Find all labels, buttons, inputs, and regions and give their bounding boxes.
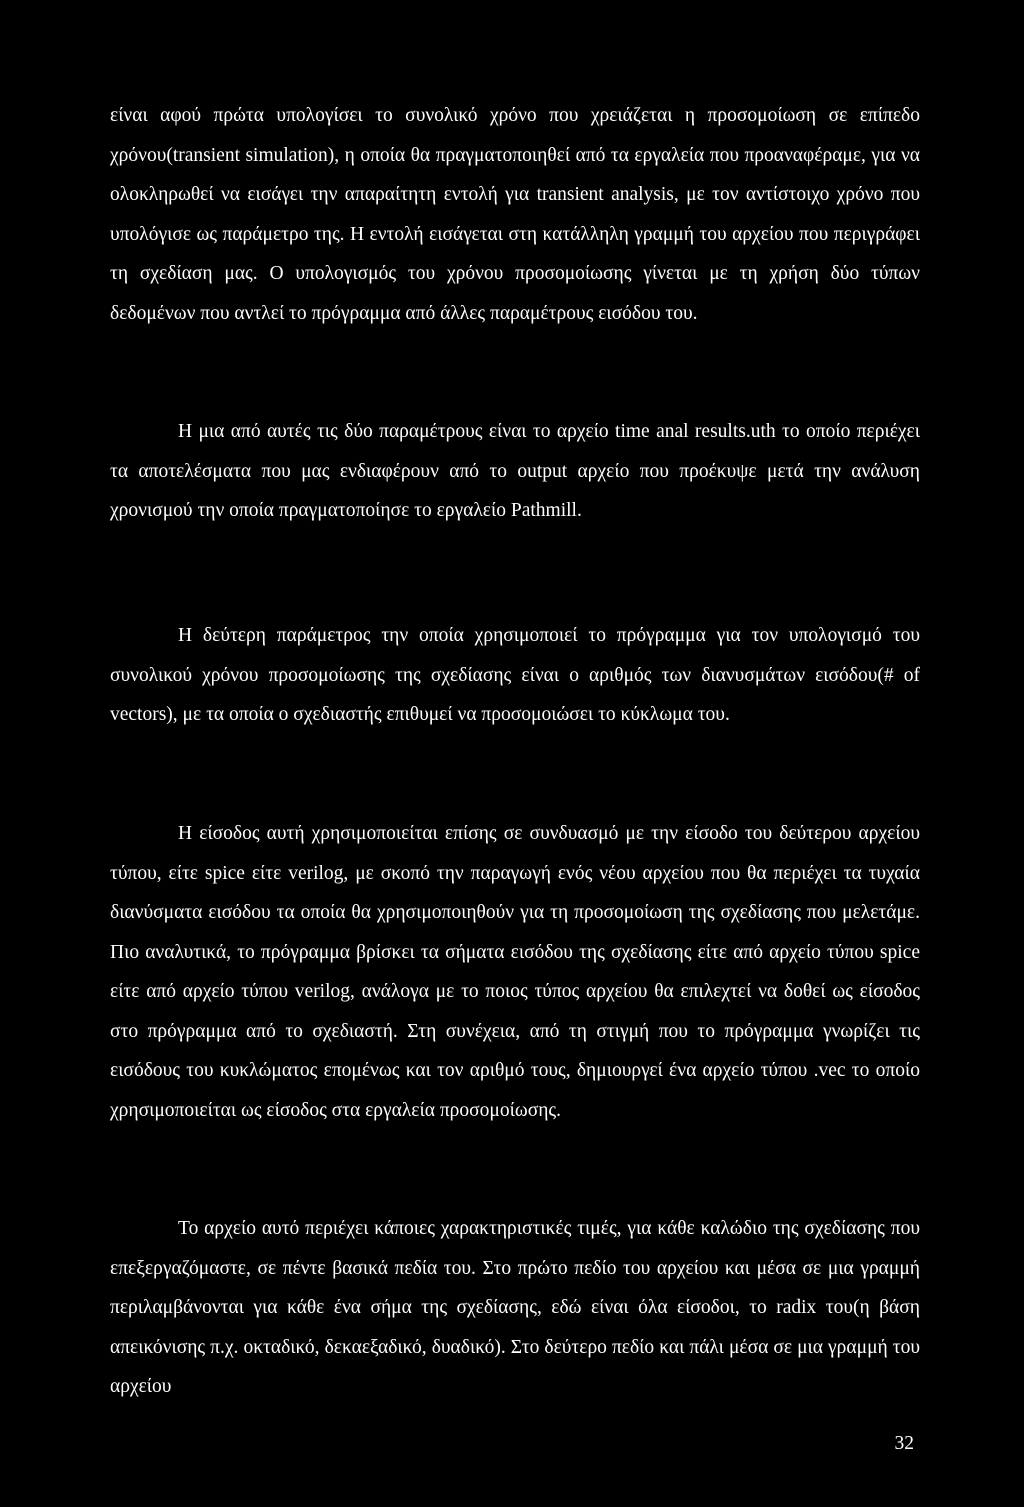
paragraph-vec-file-fields: Το αρχείο αυτό περιέχει κάποιες χαρακτηριστικές τιμές, για κάθε καλώδιο της σχεδίασης που επεξεργαζόμαστε, σε πέντε βασικά πεδία του. Στο πρώτο πεδίο του αρχείου και μέσα σε μια γραμμή περιλαμβάνονται για κάθε ένα σήμα της σχεδίασης, εδώ είναι όλα είσοδοι, το radix του(η βάση απεικόνισης π.χ. οκταδικό, δεκαεξαδικό, δυαδικό). Στο δεύτερο πεδίο και πάλι μέσα σε μια γραμμή του αρχείου [110, 1218, 920, 1397]
page-number: 32 [894, 1433, 914, 1454]
paragraph-number-of-vectors: Η δεύτερη παράμετρος την οποία χρησιμοποιεί το πρόγραμμα για τον υπολογισμό του συνολικού χρόνου προσομοίωσης της σχεδίασης είναι ο αριθμός των διανυσμάτων εισόδου(# of vectors), με τα οποία ο σχεδιαστής επιθυμεί να προσομοιώσει το κύκλωμα του. [110, 625, 920, 725]
paragraph-transient-analysis: είναι αφού πρώτα υπολογίσει το συνολικό χρόνο που χρειάζεται η προσομοίωση σε επίπεδο χρόνου(transient simulation), η οποία θα πραγματοποιηθεί από τα εργαλεία που προαναφέραμε, για να ολοκληρωθεί να εισάγει την απαραίτητη εντολή για transient analysis, με τον αντίστοιχο χρόνο που υπολόγισε ως παράμετρο της. Η εντολή εισάγεται στη κατάλληλη γραμμή του αρχείου που περιγράφει τη σχεδίαση μας. Ο υπολογισμός του χρόνου προσομοίωσης γίνεται με τη χρήση δύο τύπων δεδομένων που αντλεί το πρόγραμμα από άλλες παραμέτρους εισόδου του. [110, 105, 920, 324]
paragraph-time-anal-results: Η μια από αυτές τις δύο παραμέτρους είναι το αρχείο time anal results.uth το οποίο περιέχει τα αποτελέσματα που μας ενδιαφέρουν από το output αρχείο που προέκυψε μετά την ανάλυση χρονισμού την οποία πραγματοποίησε το εργαλείο Pathmill. [110, 421, 920, 521]
paragraph-input-vectors-generation: Η είσοδος αυτή χρησιμοποιείται επίσης σε συνδυασμό με την είσοδο του δεύτερου αρχείου τύπου, είτε spice είτε verilog, με σκοπό την παραγωγή ενός νέου αρχείου που θα περιέχει τα τυχαία διανύσματα εισόδου τα οποία θα χρησιμοποιηθούν για τη προσομοίωση της σχεδίασης που μελετάμε. Πιο αναλυτικά, το πρόγραμμα βρίσκει τα σήματα εισόδου της σχεδίασης είτε από αρχείο τύπου spice είτε από αρχείο τύπου verilog, ανάλογα με το ποιος τύπος αρχείου θα επιλεχτεί να δοθεί ως είσοδος στο πρόγραμμα από το σχεδιαστή. Στη συνέχεια, από τη στιγμή που το πρόγραμμα γνωρίζει τις εισόδους του κυκλώματος επομένως και τον αριθμό τους, δημιουργεί ένα αρχείο τύπου .vec το οποίο χρησιμοποιείται ως είσοδος στα εργαλεία προσομοίωσης. [110, 823, 920, 1121]
